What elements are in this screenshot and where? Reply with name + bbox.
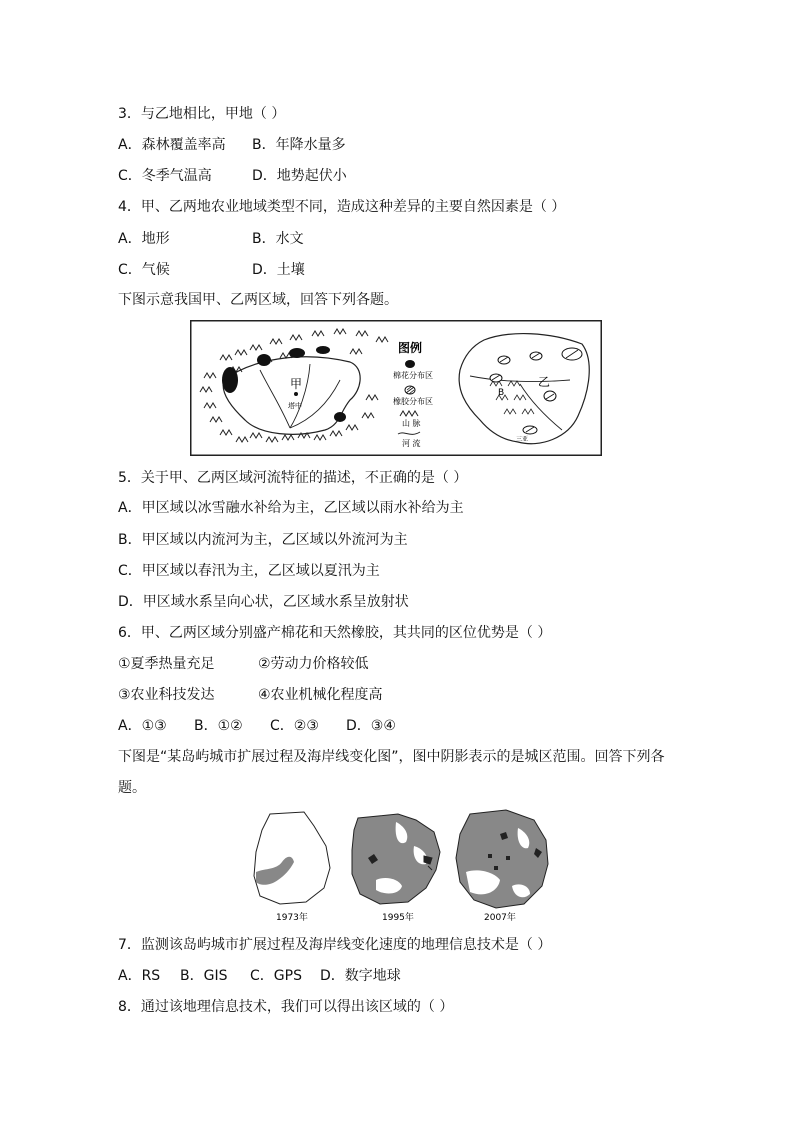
q3-option-d: D．地势起伏小 [252,168,347,184]
year-2007-label: 2007年 [484,913,516,923]
tazhong-dot [294,392,298,396]
q3-option-b: B．年降水量多 [252,137,346,153]
q4-stem: 4．甲、乙两地农业地域类型不同，造成这种差异的主要自然因素是（ ） [118,199,566,215]
q4-options-row1 [118,229,304,249]
yi-label: 乙 [538,375,551,389]
q6-statement-2: ②劳动力价格较低 [258,656,369,672]
island-1995 [352,814,440,904]
legend-cotton-icon [405,360,415,368]
q4-option-a: A．地形 [118,231,170,247]
q3-stem: 3．与乙地相比，甲地（ ） [118,106,286,122]
yi-b-label: B [498,388,505,398]
q7-option-a: A．RS [118,968,161,984]
year-1973-label: 1973年 [276,913,308,923]
q7-options [118,966,401,986]
legend-mountain-label: 山 脉 [402,419,421,428]
island-1973 [254,812,330,904]
legend-cotton-label: 棉花分布区 [393,371,433,380]
q6-statement-4: ④农业机械化程度高 [258,687,383,703]
jia-label: 甲 [290,377,303,391]
q6-stem: 6．甲、乙两区域分别盛产棉花和天然橡胶，其共同的区位优势是（ ） [118,625,552,641]
q8-stem: 8．通过该地理信息技术，我们可以得出该区域的（ ） [118,999,454,1015]
region-map-figure [190,320,602,456]
q3-option-c: C．冬季气温高 [118,168,212,184]
q5-option-b: B．甲区域以内流河为主，乙区域以外流河为主 [118,532,408,548]
sanya-label: 三亚 [516,436,529,443]
q6-option-b: B．①② [194,718,243,734]
legend-rubber-label: 橡胶分布区 [393,397,433,406]
q4-options-row2 [118,260,305,280]
intro-map2-line2: 题。 [118,780,146,796]
q7-option-b: B．GIS [180,968,228,984]
intro-map1: 下图示意我国甲、乙两区域，回答下列各题。 [118,292,398,308]
island-city-expansion-figure [248,806,553,928]
q6-statement-1: ①夏季热量充足 [118,656,215,672]
q6-statements-row2 [118,685,383,705]
q6-statement-3: ③农业科技发达 [118,687,215,703]
q6-option-a: A．①③ [118,718,167,734]
q7-option-c: C．GPS [250,968,302,984]
q5-option-a: A．甲区域以冰雪融水补给为主，乙区域以雨水补给为主 [118,500,464,516]
q6-options [118,716,396,736]
q4-option-b: B．水文 [252,231,304,247]
q7-stem: 7．监测该岛屿城市扩展过程及海岸线变化速度的地理信息技术是（ ） [118,937,552,953]
q5-option-c: C．甲区域以春汛为主，乙区域以夏汛为主 [118,563,380,579]
year-1995-label: 1995年 [382,913,414,923]
q6-option-d: D．③④ [346,718,396,734]
legend-river-label: 河 流 [402,439,421,448]
q5-stem: 5．关于甲、乙两区域河流特征的描述，不正确的是（ ） [118,470,468,486]
q3-options-row2 [118,166,347,186]
q4-option-c: C．气候 [118,262,170,278]
q3-options-row1 [118,135,346,155]
q6-option-c: C．②③ [270,718,319,734]
q5-option-d: D．甲区域水系呈向心状，乙区域水系呈放射状 [118,594,409,610]
q7-option-d: D．数字地球 [320,968,401,984]
island-2007 [456,810,548,908]
q4-option-d: D．土壤 [252,262,305,278]
intro-map2-line1: 下图是“某岛屿城市扩展过程及海岸线变化图”，图中阴影表示的是城区范围。回答下列各 [118,749,665,765]
q6-statements-row1 [118,654,369,674]
q3-option-a: A．森林覆盖率高 [118,137,226,153]
tazhong-label: 塔中 [288,402,302,410]
legend-title: 图例 [398,341,423,355]
